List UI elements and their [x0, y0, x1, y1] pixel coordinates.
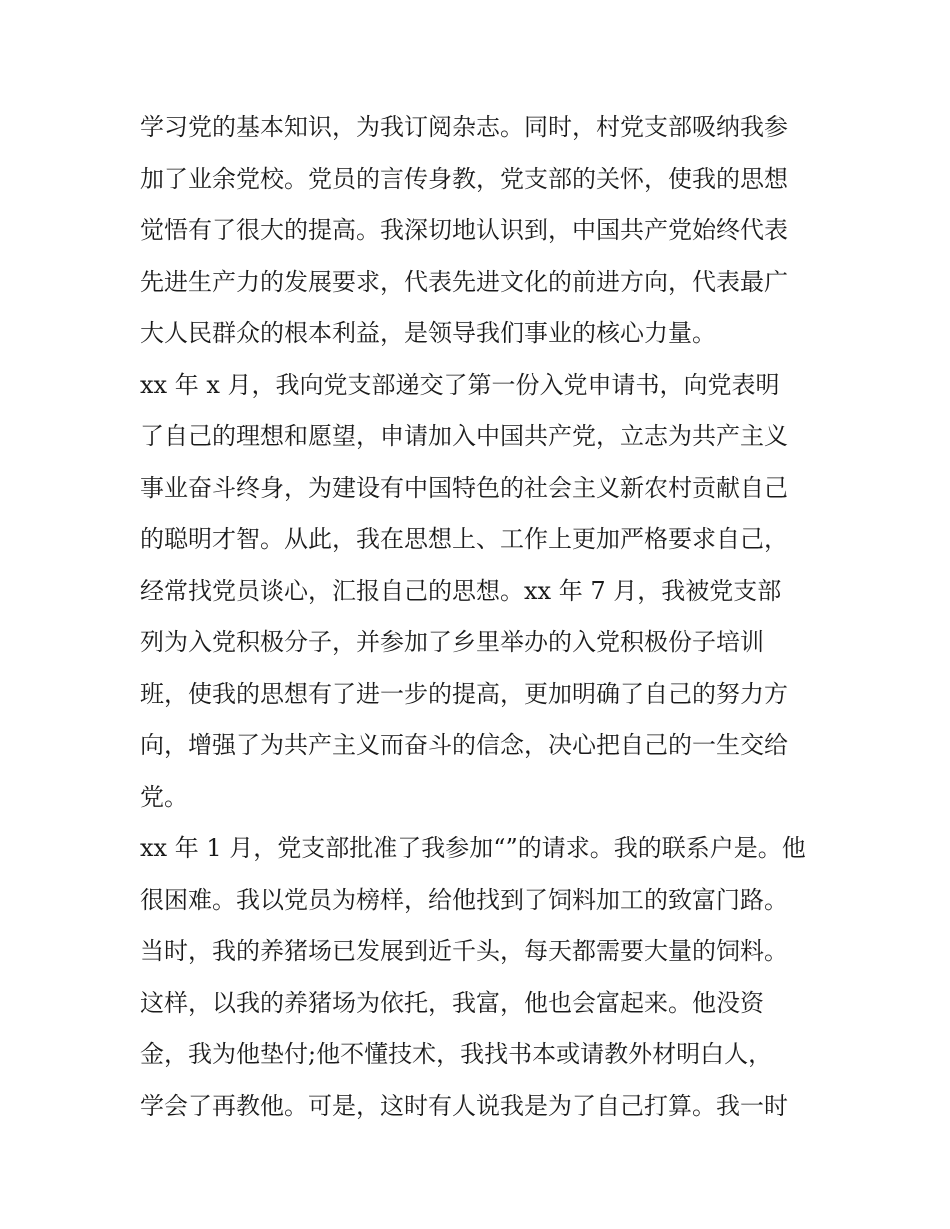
text-line: 很困难。我以党员为榜样，给他找到了饲料加工的致富门路。 [140, 885, 788, 914]
text-line: 这样，以我的养猪场为依托，我富，他也会富起来。他没资 [140, 988, 764, 1017]
text-line: xx 年 1 月，党支部批准了我参加“”的请求。我的联系户是。他 [140, 834, 806, 862]
text-line: 列为入党积极分子，并参加了乡里举办的入党积极份子培训 [140, 628, 764, 656]
text-line: 金，我为他垫付;他不懂技术，我找书本或请教外材明白人， [140, 1040, 773, 1068]
text-line: 当时，我的养猪场已发展到近千头，每天都需要大量的饲料。 [140, 937, 788, 965]
text-line: 了自己的理想和愿望，申请加入中国共产党，立志为共产主义 [140, 422, 788, 450]
text-line: 党。 [140, 782, 188, 811]
text-line: 经常找党员谈心，汇报自己的思想。xx 年 7 月，我被党支部 [140, 576, 782, 605]
text-line: xx 年 x 月，我向党支部递交了第一份入党申请书，向党表明 [140, 370, 780, 399]
text-line: 事业奋斗终身，为建设有中国特色的社会主义新农村贡献自己 [140, 473, 788, 502]
body-text [140, 102, 820, 1132]
text-line: 向，增强了为共产主义而奋斗的信念，决心把自己的一生交给 [140, 731, 788, 759]
text-line: 大人民群众的根本利益，是领导我们事业的核心力量。 [140, 319, 716, 347]
text-line: 学会了再教他。可是，这时有人说我是为了自己打算。我一时 [140, 1091, 788, 1120]
text-line: 班，使我的思想有了进一步的提高，更加明确了自己的努力方 [140, 679, 788, 708]
text-line: 的聪明才智。从此，我在思想上、工作上更加严格要求自己， [140, 525, 788, 553]
text-line: 学习党的基本知识，为我订阅杂志。同时，村党支部吸纳我参 [140, 113, 788, 141]
text-line: 觉悟有了很大的提高。我深切地认识到，中国共产党始终代表 [140, 216, 788, 244]
text-line: 先进生产力的发展要求，代表先进文化的前进方向，代表最广 [140, 267, 788, 296]
text-line: 加了业余党校。党员的言传身教，党支部的关怀，使我的思想 [140, 164, 788, 193]
